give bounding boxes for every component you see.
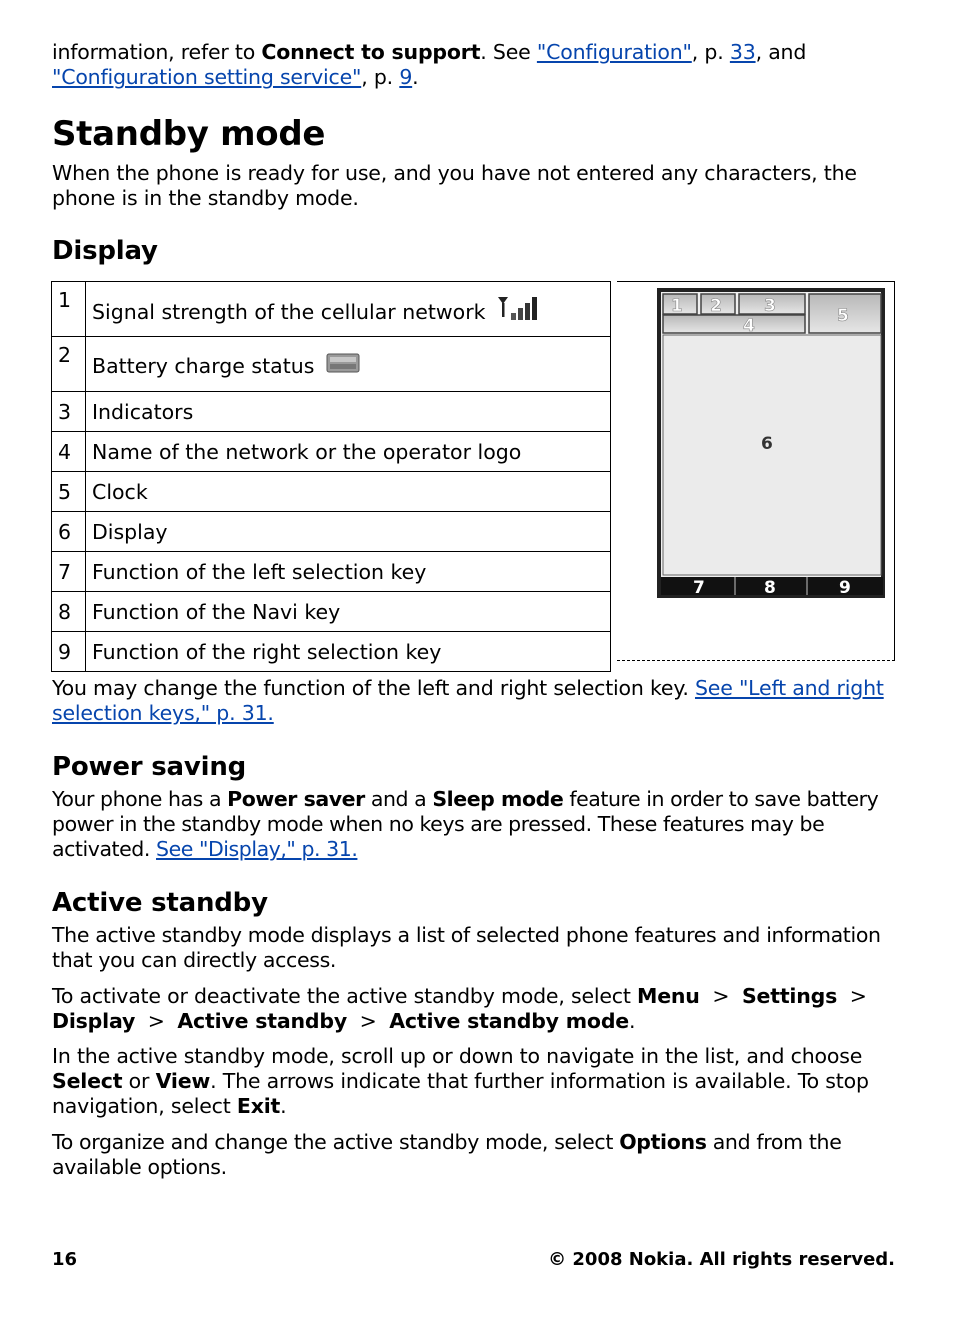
power-text: feature in order to save battery power in the standby mode when no keys are pressed. These features may be activated. [52,787,879,861]
row-number: 9 [52,632,86,672]
row-text: Function of the left selection key [86,552,611,592]
active-p2-text: . [629,1009,636,1033]
row-text: Function of the right selection key [86,632,611,672]
power-text: Your phone has a [52,787,228,811]
active-p4-text: To organize and change the active standby mode, select [52,1130,620,1154]
menu-term: Menu [637,984,700,1008]
active-p3-text: In the active standby mode, scroll up or down to navigate in the list, and choose [52,1044,863,1068]
phone-display-diagram-cell [617,281,895,661]
power-saver-term: Power saver [227,787,365,811]
path-separator: > [849,984,867,1008]
row-number: 2 [52,337,86,392]
row-label [86,337,611,392]
row-number: 5 [52,472,86,512]
copyright-notice: © 2008 Nokia. All rights reserved. [548,1249,895,1270]
display-after-text: You may change the function of the left and right selection key. [52,676,695,700]
row-text: Battery charge status [92,354,315,378]
signal-strength-icon [496,295,542,323]
active-standby-mode-term: Active standby mode [389,1009,629,1033]
exit-term: Exit [236,1094,281,1118]
intro-text: , p. [691,40,730,64]
connect-to-support-term: Connect to support [261,40,481,64]
row-text: Name of the network or the operator logo [86,432,611,472]
table-row [52,432,611,472]
configuration-link[interactable]: "Configuration" [536,40,692,64]
display-after-paragraph [52,676,898,726]
diagram-label-2: 2 [710,296,722,316]
left-right-selection-keys-link[interactable]: See "Left and right selection keys," p. 31. [52,676,884,725]
battery-icon [325,350,363,376]
configuration-setting-service-link[interactable]: "Configuration setting service" [52,65,362,89]
path-separator: > [147,1009,165,1033]
intro-text: information, refer to [52,40,262,64]
table-row [52,552,611,592]
active-standby-p4 [52,1130,898,1180]
power-saving-paragraph [52,787,898,862]
diagram-label-8: 8 [764,578,776,598]
table-row [52,392,611,432]
diagram-label-6: 6 [761,434,773,454]
view-term: View [155,1069,211,1093]
table-row [52,472,611,512]
phone-display-diagram [657,288,887,600]
row-label [86,282,611,337]
select-term: Select [52,1069,123,1093]
settings-term: Settings [741,984,838,1008]
active-standby-p3 [52,1044,898,1119]
active-p1-text: The active standby mode displays a list of selected phone features and information that you can directly access. [52,923,881,972]
diagram-label-9: 9 [839,578,851,598]
intro-paragraph [52,40,898,90]
table-row [52,592,611,632]
row-text: Function of the Navi key [86,592,611,632]
active-standby-heading: Active standby [52,888,268,918]
intro-text: , and [755,40,807,64]
active-standby-p1 [52,923,898,973]
standby-mode-heading: Standby mode [52,114,326,154]
display-heading: Display [52,236,158,266]
power-text: and a [364,787,433,811]
display-legend-table [51,281,895,664]
diagram-label-3: 3 [764,296,776,316]
row-number: 4 [52,432,86,472]
standby-body: When the phone is ready for use, and you have not entered any characters, the phone is in the standby mode. [52,161,857,210]
table-row [52,282,611,337]
row-text: Indicators [86,392,611,432]
active-p4-text: and from the available options. [52,1130,842,1179]
row-number: 8 [52,592,86,632]
row-number: 6 [52,512,86,552]
display-term: Display [52,1009,136,1033]
standby-paragraph [52,161,898,211]
row-text: Clock [86,472,611,512]
sleep-mode-term: Sleep mode [432,787,564,811]
active-p3-text: . [280,1094,287,1118]
active-p3-text: . The arrows indicate that further information is available. To stop navigation, select [52,1069,869,1118]
power-saving-heading: Power saving [52,752,247,782]
intro-text: . See [480,40,537,64]
active-p2-text: To activate or deactivate the active standby mode, select [52,984,637,1008]
table-row [52,337,611,392]
diagram-label-1: 1 [671,296,683,316]
row-number: 7 [52,552,86,592]
intro-text: , p. [361,65,400,89]
active-standby-term: Active standby [177,1009,347,1033]
row-number: 3 [52,392,86,432]
table-row [52,512,611,552]
row-text: Display [86,512,611,552]
active-p3-text: or [122,1069,156,1093]
page-33-link[interactable]: 33 [729,40,756,64]
display-link[interactable]: See "Display," p. 31. [156,837,358,861]
row-number: 1 [52,282,86,337]
path-separator: > [359,1009,377,1033]
active-standby-p2 [52,984,898,1034]
page-number: 16 [52,1249,78,1270]
row-text: Signal strength of the cellular network [92,299,486,324]
table-row [52,632,611,672]
diagram-label-7: 7 [693,578,705,598]
intro-text: . [412,65,419,89]
path-separator: > [712,984,730,1008]
diagram-label-4: 4 [743,316,755,336]
options-term: Options [619,1130,707,1154]
page-9-link[interactable]: 9 [399,65,413,89]
diagram-label-5: 5 [837,306,849,326]
